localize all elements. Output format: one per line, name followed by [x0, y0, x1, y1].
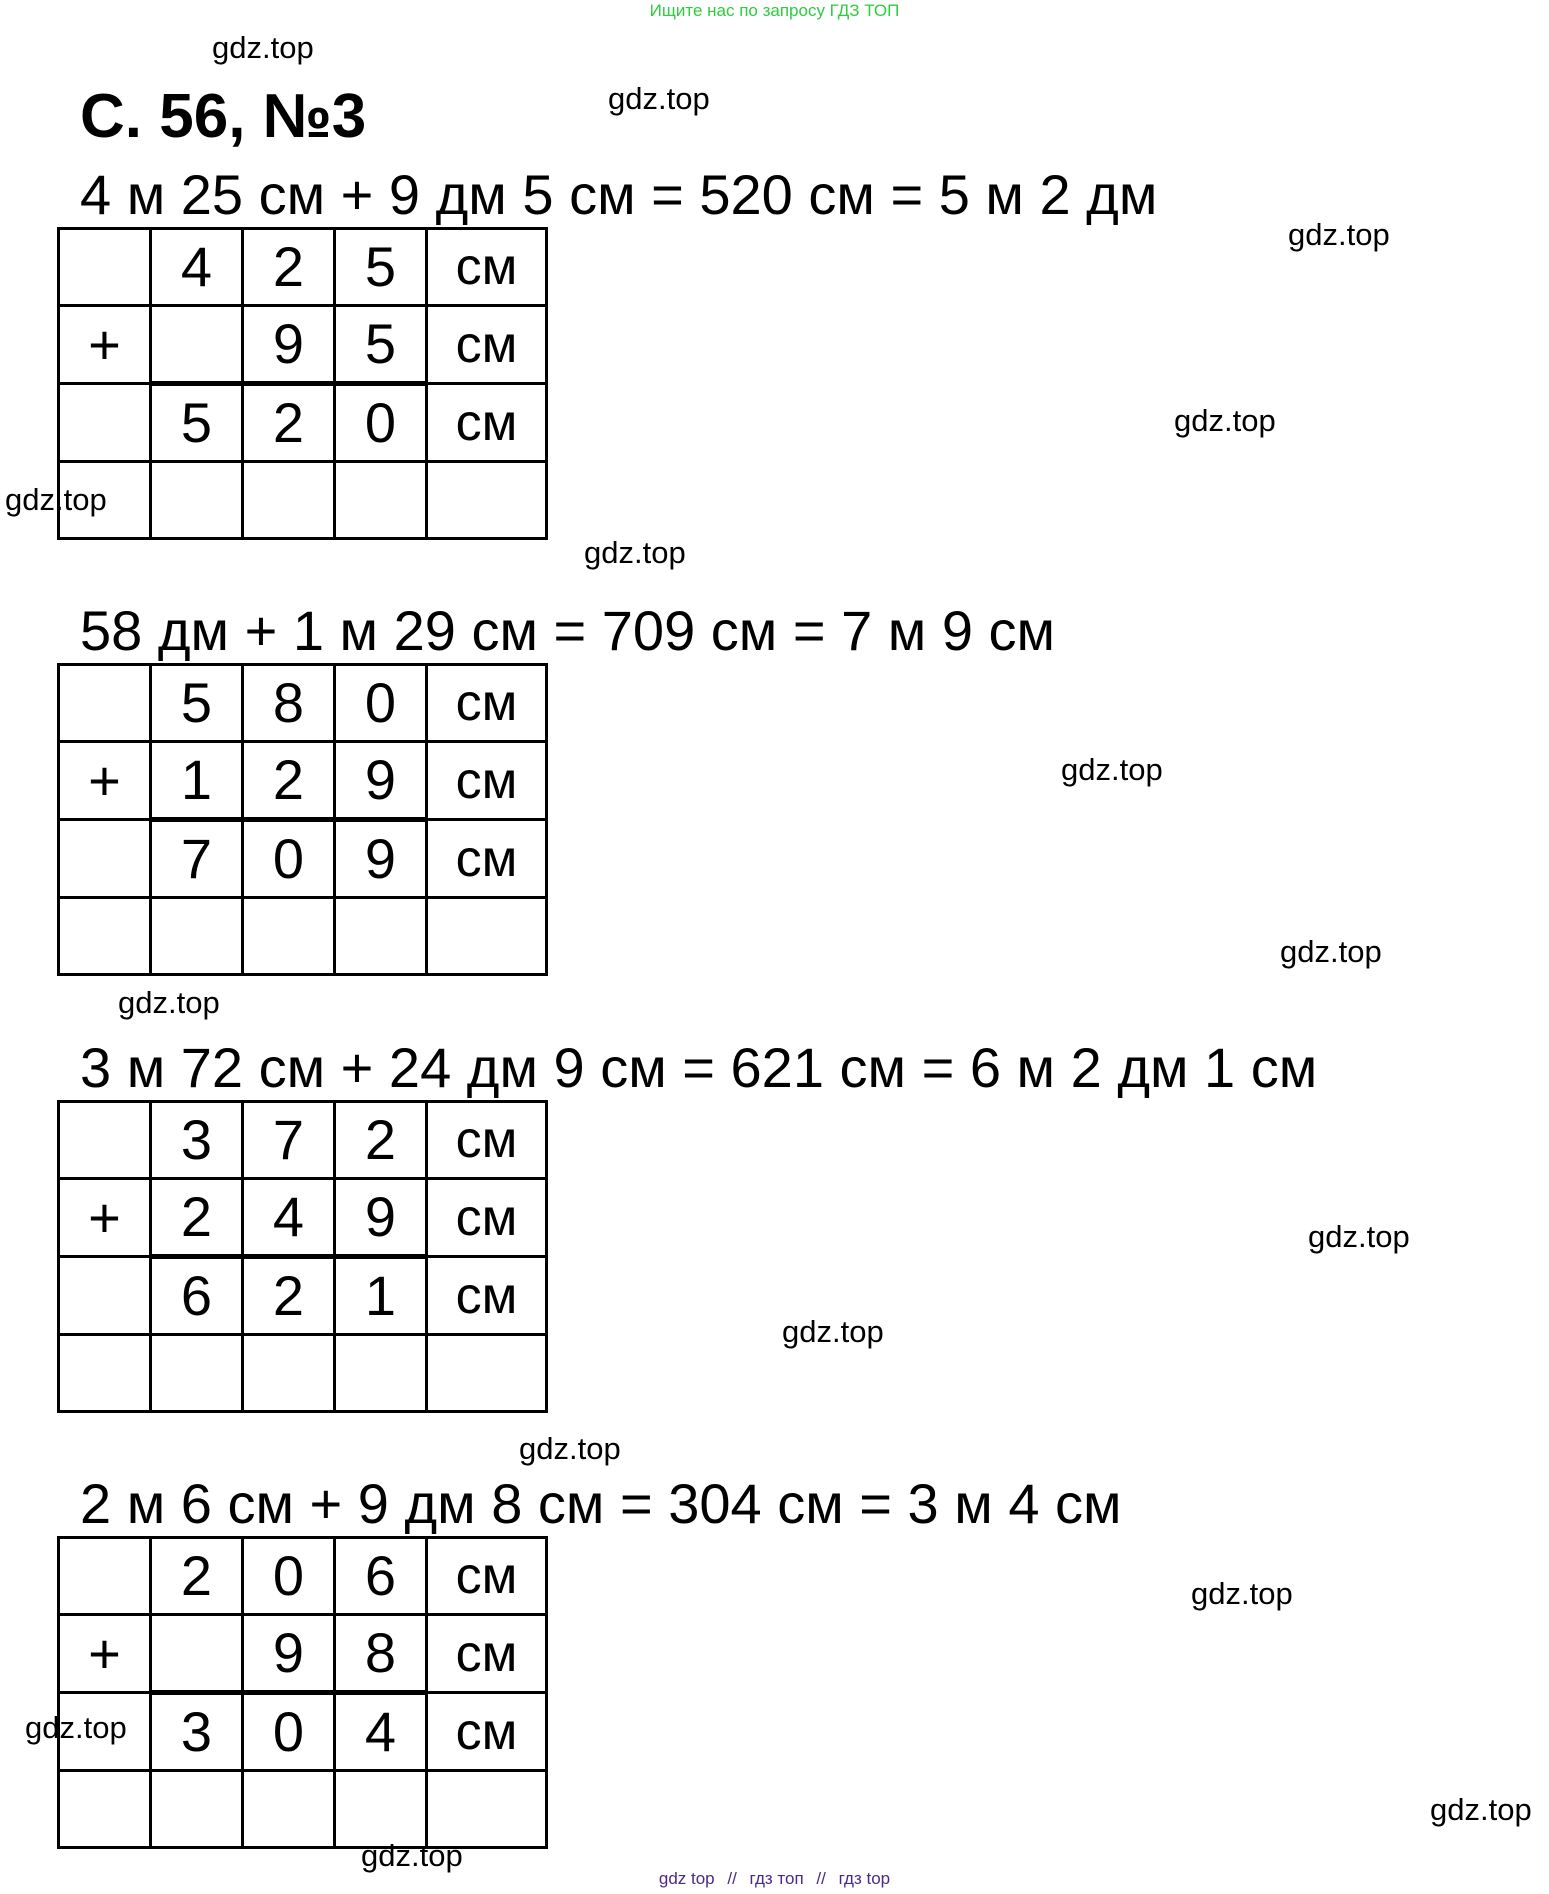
cell — [243, 1771, 335, 1848]
cell — [59, 1335, 151, 1412]
unit-cell — [427, 462, 547, 539]
footer-link-gdz-top[interactable]: gdz top — [658, 1869, 715, 1888]
result-cell: 2 — [243, 1257, 335, 1335]
unit-cell: см — [427, 384, 547, 462]
result-cell: 0 — [243, 820, 335, 898]
unit-cell: см — [427, 820, 547, 898]
equation-4: 2 м 6 см + 9 дм 8 см = 304 см = 3 м 4 см — [80, 1472, 1122, 1535]
result-cell: 6 — [151, 1257, 243, 1335]
cell — [243, 898, 335, 975]
cell: 3 — [151, 1102, 243, 1179]
cell: 8 — [243, 665, 335, 742]
watermark: gdz.top — [118, 985, 220, 1020]
cell — [59, 1693, 151, 1771]
footer-links — [0, 1869, 1549, 1889]
cell: 7 — [243, 1102, 335, 1179]
cell — [59, 229, 151, 306]
watermark: gdz.top — [1308, 1219, 1410, 1254]
cell — [59, 820, 151, 898]
watermark: gdz.top — [1174, 403, 1276, 438]
top-banner[interactable]: Ищите нас по запросу ГДЗ ТОП — [649, 1, 900, 20]
watermark: gdz.top — [5, 482, 107, 517]
cell — [151, 1335, 243, 1412]
cell: 5 — [335, 306, 427, 384]
cell: 2 — [151, 1179, 243, 1257]
cell — [59, 1257, 151, 1335]
footer-separator: // — [727, 1869, 737, 1888]
cell: 4 — [243, 1179, 335, 1257]
column-addition-grid-1 — [57, 227, 548, 540]
unit-cell: см — [427, 229, 547, 306]
watermark: gdz.top — [361, 1838, 463, 1873]
result-cell: 1 — [335, 1257, 427, 1335]
unit-cell — [427, 898, 547, 975]
cell — [59, 1771, 151, 1848]
watermark: gdz.top — [212, 30, 314, 65]
cell — [335, 1771, 427, 1848]
footer-link-gdz-top-mixed[interactable]: гдз top — [838, 1869, 891, 1888]
cell: 2 — [243, 229, 335, 306]
cell — [59, 1538, 151, 1615]
unit-cell: см — [427, 1179, 547, 1257]
footer-link-gdz-top-ru[interactable]: гдз топ — [749, 1869, 804, 1888]
unit-cell — [427, 1335, 547, 1412]
cell: 9 — [243, 1615, 335, 1693]
cell — [335, 898, 427, 975]
unit-cell: см — [427, 1538, 547, 1615]
result-cell: 2 — [243, 384, 335, 462]
cell — [151, 898, 243, 975]
watermark: gdz.top — [1288, 217, 1390, 252]
watermark: gdz.top — [519, 1431, 621, 1466]
cell: 2 — [151, 1538, 243, 1615]
unit-cell — [427, 1771, 547, 1848]
watermark: gdz.top — [1061, 752, 1163, 787]
cell: 6 — [335, 1538, 427, 1615]
unit-cell: см — [427, 1615, 547, 1693]
result-cell: 4 — [335, 1693, 427, 1771]
plus-sign: + — [59, 306, 151, 384]
cell — [59, 462, 151, 539]
cell: 9 — [243, 306, 335, 384]
cell — [335, 462, 427, 539]
watermark: gdz.top — [1191, 1576, 1293, 1611]
unit-cell: см — [427, 1693, 547, 1771]
cell — [151, 1615, 243, 1693]
plus-sign: + — [59, 742, 151, 820]
cell — [243, 462, 335, 539]
equation-2: 58 дм + 1 м 29 см = 709 см = 7 м 9 см — [80, 599, 1056, 662]
cell: 1 — [151, 742, 243, 820]
cell: 2 — [243, 742, 335, 820]
result-cell: 0 — [335, 384, 427, 462]
watermark: gdz.top — [1280, 934, 1382, 969]
equation-3: 3 м 72 см + 24 дм 9 см = 621 см = 6 м 2 дм 1 см — [80, 1036, 1318, 1099]
cell — [335, 1335, 427, 1412]
watermark: gdz.top — [1430, 1792, 1532, 1827]
cell — [59, 665, 151, 742]
cell: 5 — [151, 665, 243, 742]
page-title: С. 56, №3 — [80, 82, 367, 151]
result-cell: 3 — [151, 1693, 243, 1771]
cell: 9 — [335, 1179, 427, 1257]
column-addition-grid-4 — [57, 1536, 548, 1849]
unit-cell: см — [427, 1257, 547, 1335]
unit-cell: см — [427, 742, 547, 820]
cell — [151, 462, 243, 539]
cell — [243, 1335, 335, 1412]
cell — [59, 898, 151, 975]
cell — [151, 306, 243, 384]
result-cell: 5 — [151, 384, 243, 462]
cell: 0 — [335, 665, 427, 742]
cell — [59, 1102, 151, 1179]
footer-separator: // — [816, 1869, 826, 1888]
result-cell: 0 — [243, 1693, 335, 1771]
unit-cell: см — [427, 665, 547, 742]
cell: 8 — [335, 1615, 427, 1693]
watermark: gdz.top — [608, 81, 710, 116]
cell: 5 — [335, 229, 427, 306]
cell: 4 — [151, 229, 243, 306]
watermark: gdz.top — [25, 1710, 127, 1745]
cell — [151, 1771, 243, 1848]
equation-1: 4 м 25 см + 9 дм 5 см = 520 см = 5 м 2 дм — [80, 163, 1158, 226]
cell: 2 — [335, 1102, 427, 1179]
unit-cell: см — [427, 306, 547, 384]
column-addition-grid-3 — [57, 1100, 548, 1413]
cell: 0 — [243, 1538, 335, 1615]
result-cell: 7 — [151, 820, 243, 898]
watermark: gdz.top — [584, 535, 686, 570]
unit-cell: см — [427, 1102, 547, 1179]
watermark: gdz.top — [782, 1314, 884, 1349]
plus-sign: + — [59, 1615, 151, 1693]
result-cell: 9 — [335, 820, 427, 898]
column-addition-grid-2 — [57, 663, 548, 976]
cell: 9 — [335, 742, 427, 820]
plus-sign: + — [59, 1179, 151, 1257]
cell — [59, 384, 151, 462]
